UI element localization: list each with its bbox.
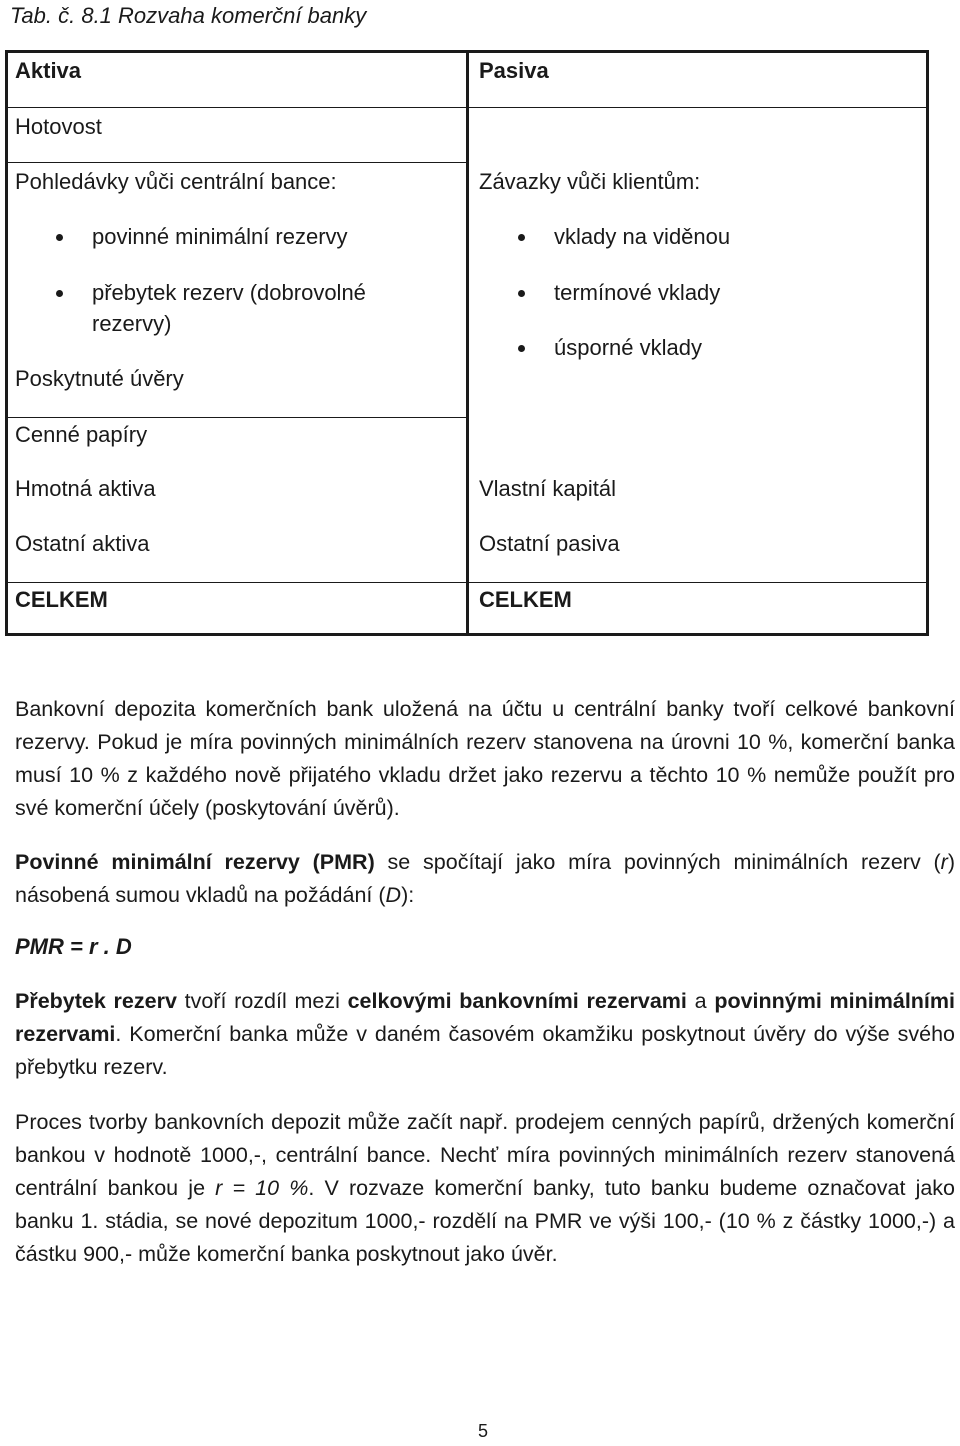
pasiva-kapital: Vlastní kapitál <box>479 476 616 501</box>
pasiva-zavazky: Závazky vůči klientům: <box>479 169 701 194</box>
paragraph-deposit-creation: Proces tvorby bankovních depozit může začít např. prodejem cenných papírů, držených komerční bankou v hodnotě 1000,-, centrální bance. Nechť míra povinných minimálních rezerv stanovená centrální bankou je r = 10 %. V rozvaze komerční banky, tuto banku budeme označovat jako banku 1. stádia, se nové depozitum 1000,- rozdělí na PMR ve výši 100,- (10 % z částky 1000,-) a částku 900,- může komerční banka poskytnout jako úvěr. <box>15 1110 956 1266</box>
row-divider <box>8 162 466 163</box>
aktiva-cenne-papiry: Cenné papíry <box>15 422 148 447</box>
aktiva-bullet-prebytek: přebytek rezerv (dobrovolné <box>92 278 366 308</box>
page-number: 5 <box>478 1421 489 1441</box>
table-caption: Tab. č. 8.1 Rozvaha komerční banky <box>10 3 367 28</box>
pasiva-header: Pasiva <box>479 58 549 83</box>
term-celkove-rezervy: celkovými bankovními rezervami <box>347 989 687 1013</box>
term-prebytek: Přebytek rezerv <box>15 989 177 1013</box>
paragraph-deposits: Bankovní depozita komerčních bank uložená na účtu u centrální banky tvoří celkové bankovní rezervy. Pokud je míra povinných minimálních rezerv stanovena na úrovni 10 %, komerční banka musí 10 % z každého nově přijatého vkladu držet jako rezervu a těchto 10 % nemůže použít pro své komerční účely (poskytování úvěrů). <box>15 697 955 820</box>
row-divider <box>8 417 466 418</box>
term-pmr-full: povinnými minimálními rezervami <box>15 989 955 1046</box>
pmr-formula: PMR = r . D <box>15 934 132 959</box>
paragraph-excess-reserves: Přebytek rezerv tvoří rozdíl mezi celkovými bankovními rezervami a povinnými minimálními rezervami. Komerční banka může v daném časovém okamžiku poskytnout úvěry do výše svého přebytku rezerv. <box>15 989 955 1079</box>
pasiva-celkem: CELKEM <box>479 587 572 612</box>
aktiva-header: Aktiva <box>15 58 82 83</box>
balance-sheet-table <box>5 50 929 636</box>
pasiva-bullet-terminove: termínové vklady <box>554 278 720 308</box>
aktiva-celkem: CELKEM <box>15 587 108 612</box>
column-divider <box>466 53 469 633</box>
aktiva-uvery: Poskytnuté úvěry <box>15 366 184 391</box>
pasiva-bullet-videnou: vklady na viděnou <box>554 222 730 252</box>
header-divider <box>8 107 926 108</box>
aktiva-hotovost: Hotovost <box>15 114 102 139</box>
symbol-r: r <box>940 850 948 874</box>
aktiva-bullet-pmr: povinné minimální rezervy <box>92 222 348 252</box>
aktiva-hmotna: Hmotná aktiva <box>15 476 156 501</box>
aktiva-bullet-prebytek-cont: rezervy) <box>92 311 172 336</box>
pasiva-bullet-usporne: úsporné vklady <box>554 333 702 363</box>
term-pmr: Povinné minimální rezervy (PMR) <box>15 850 375 874</box>
symbol-d: D <box>385 883 402 907</box>
aktiva-ostatni: Ostatní aktiva <box>15 531 150 556</box>
pasiva-ostatni: Ostatní pasiva <box>479 531 620 556</box>
aktiva-pohledavky: Pohledávky vůči centrální bance: <box>15 169 337 194</box>
paragraph-pmr-definition: Povinné minimální rezervy (PMR) se spočítají jako míra povinných minimálních rezerv (r) násobená sumou vkladů na požádání (D): <box>15 850 955 907</box>
row-divider <box>8 582 926 583</box>
symbol-r-value: r = 10 % <box>215 1176 309 1200</box>
